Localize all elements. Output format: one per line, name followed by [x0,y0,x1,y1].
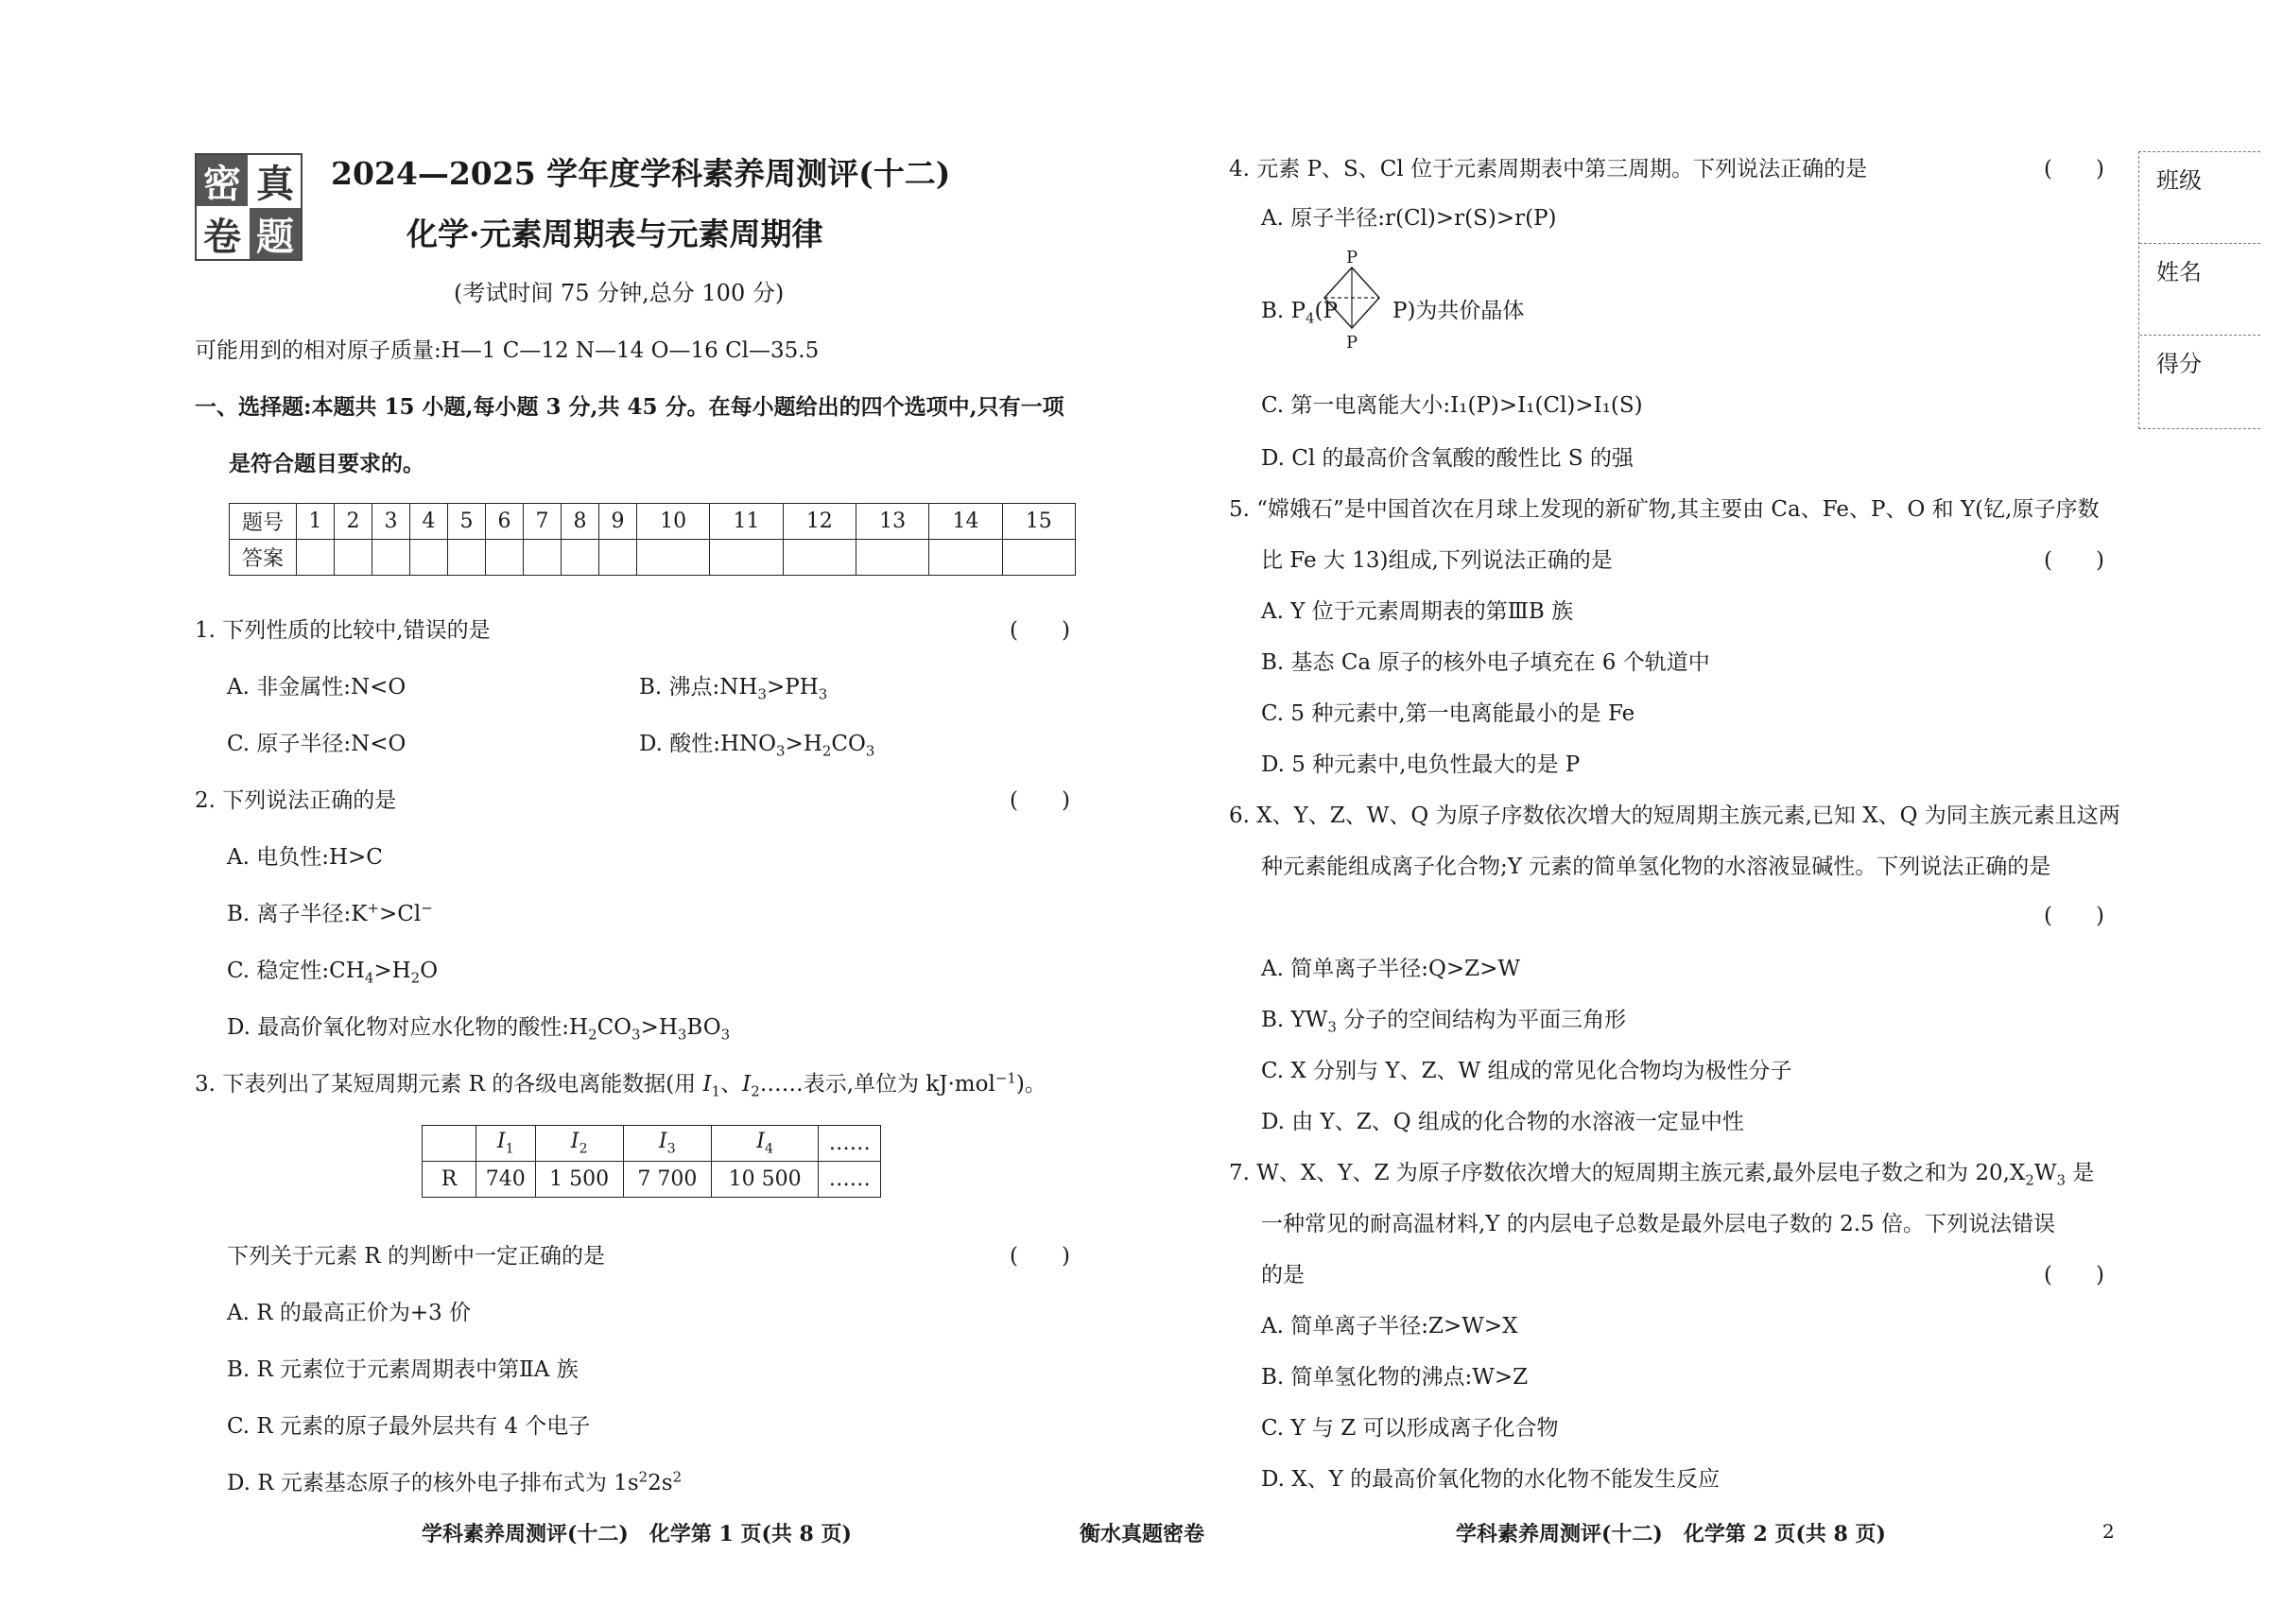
answer-cell[interactable] [1002,540,1075,576]
q7-stem-cont2: 的是 [1261,1263,1305,1287]
q3-sub-stem: 下列关于元素 R 的判断中一定正确的是 [227,1244,605,1269]
answer-table-header: 答案 [230,540,297,576]
logo-char: 卷 [203,214,241,259]
q5-stem: 5. “嫦娥石”是中国首次在月球上发现的新矿物,其主要由 Ca、Fe、P、O 和 Y(钇,原子序数 [1229,497,2100,522]
footer-center: 衡水真题密卷 [1080,1522,1205,1546]
q7-stem-cont: 一种常见的耐高温材料,Y 的内层电子总数是最外层电子数的 2.5 倍。下列说法错误 [1261,1212,2056,1236]
answer-cell[interactable] [524,540,562,576]
answer-cell[interactable] [783,540,856,576]
q3-stem: 3. 下表列出了某短周期元素 R 的各级电离能数据(用 $I_1$、$I_2\dots\dots$表示,单位为 kJ·mol$^{-1}$)。 [195,1069,1046,1100]
question-number: 7 [524,504,562,540]
table-cell: 740 [476,1162,536,1198]
q5-option-a: A. Y 位于元素周期表的第ⅢB 族 [1261,599,1574,624]
q1-answer-paren[interactable]: ( ) [1010,618,1070,643]
ionization-table [422,1125,881,1198]
question-number: 10 [637,504,710,540]
footer-right: 学科素养周测评(十二) 化学第 2 页(共 8 页) [1456,1522,1886,1546]
q1-option-b: B. 沸点$:NH_3>PH_3$ [639,675,828,703]
table-header: $I_4$ [711,1126,819,1162]
q3-option-a: A. R 的最高正价为+3 价 [227,1301,472,1325]
q7-stem: 7. W、X、Y、Z 为原子序数依次增大的短周期主族元素,最外层电子数之和为 $20,X_2W_3$ 是 [1229,1161,2095,1189]
student-info-box [2138,151,2260,429]
table-cell: 10 500 [711,1162,819,1198]
q3-option-b: B. R 元素位于元素周期表中第ⅡA 族 [227,1357,579,1382]
answer-table [229,503,1076,576]
question-number: 15 [1002,504,1075,540]
q5-option-c: C. 5 种元素中,第一电离能最小的是 Fe [1261,701,1635,726]
table-header: $I_1$ [476,1126,536,1162]
q7-option-b: B. 简单氢化物的沸点:W>Z [1261,1365,1529,1390]
answer-cell[interactable] [372,540,410,576]
q5-stem-cont: 比 Fe 大 13)组成,下列说法正确的是 [1261,548,1613,573]
score-field[interactable] [2139,336,2260,427]
q5-answer-paren[interactable]: ( ) [2044,548,2104,573]
class-field[interactable] [2139,152,2260,244]
table-cell: 1 500 [535,1162,623,1198]
q3-option-c: C. R 元素的原子最外层共有 4 个电子 [227,1414,591,1439]
q6-stem-cont: 种元素能组成离子化合物;Y 元素的简单氢化物的水溶液显碱性。下列说法正确的是 [1261,855,2051,879]
q6-option-c: C. X 分别与 Y、Z、W 组成的常见化合物均为极性分子 [1261,1059,1792,1083]
exam-info: (考试时间 75 分钟,总分 100 分) [454,280,785,306]
answer-cell[interactable] [335,540,372,576]
q2-option-b: B. 离子半径:K+>Cl− [227,899,433,926]
q1-option-c: C. 原子半径:N<O [227,732,406,756]
q2-answer-paren[interactable]: ( ) [1010,788,1070,813]
table-cell: 7 700 [623,1162,711,1198]
logo [195,153,303,261]
q4-option-d: D. Cl 的最高价含氧酸的酸性比 S 的强 [1261,446,1634,471]
question-number: 13 [856,504,928,540]
section-heading: 一、选择题:本题共 15 小题,每小题 3 分,共 45 分。在每小题给出的四个选项中,只有一项 [195,394,1064,420]
q5-option-b: B. 基态 Ca 原子的核外电子填充在 6 个轨道中 [1261,650,1710,675]
question-number: 3 [372,504,410,540]
answer-table-header: 题号 [230,504,297,540]
question-number: 6 [486,504,524,540]
q4-option-c: C. 第一电离能大小:I₁(P)>I₁(Cl)>I₁(S) [1261,393,1643,418]
q3-option-d: D. R 元素基态原子的核外电子排布式为 $1s^22s^2$ [227,1468,683,1495]
answer-cell[interactable] [562,540,599,576]
q6-option-d: D. 由 Y、Z、Q 组成的化合物的水溶液一定显中性 [1261,1110,1744,1134]
class-label: 班级 [2156,167,2202,194]
answer-cell[interactable] [856,540,928,576]
q4-stem: 4. 元素 P、S、Cl 位于元素周期表中第三周期。下列说法正确的是 [1229,157,1868,181]
q5-option-d: D. 5 种元素中,电负性最大的是 P [1261,752,1581,777]
table-cell: …… [819,1162,881,1198]
name-field[interactable] [2139,244,2260,336]
page-title: 2024—2025 学年度学科素养周测评(十二) [331,155,951,192]
question-number: 12 [783,504,856,540]
page-number: 2 [2102,1520,2115,1543]
q6-option-b: B. $YW_3$ 分子的空间结构为平面三角形 [1261,1008,1627,1036]
q7-option-a: A. 简单离子半径:Z>W>X [1261,1314,1518,1339]
q2-option-d: D. 最高价氧化物对应水化物的酸性$:H_2CO_3>H_3BO_3$ [227,1015,731,1044]
score-label: 得分 [2156,351,2202,377]
question-number: 2 [335,504,372,540]
answer-cell[interactable] [448,540,486,576]
logo-char: 真 [256,161,294,206]
logo-char: 密 [197,155,248,206]
answer-cell[interactable] [599,540,637,576]
table-row-label: R [423,1162,476,1198]
question-number: 8 [562,504,599,540]
q1-stem: 1. 下列性质的比较中,错误的是 [195,618,491,643]
answer-cell[interactable] [637,540,710,576]
section-heading-cont: 是符合题目要求的。 [229,451,424,476]
table-header: $I_3$ [623,1126,711,1162]
q4-answer-paren[interactable]: ( ) [2044,157,2104,181]
question-number: 5 [448,504,486,540]
q7-option-c: C. Y 与 Z 可以形成离子化合物 [1261,1416,1559,1441]
question-number: 4 [410,504,448,540]
q2-stem: 2. 下列说法正确的是 [195,788,397,813]
q6-answer-paren[interactable]: ( ) [2044,904,2104,928]
answer-cell[interactable] [410,540,448,576]
question-number: 1 [297,504,335,540]
answer-cell[interactable] [297,540,335,576]
p4-tetrahedron-diagram [1319,260,1385,336]
question-number: 9 [599,504,637,540]
q1-option-a: A. 非金属性:N<O [227,675,406,700]
p4-top-label: P [1346,248,1358,268]
q6-option-a: A. 简单离子半径:Q>Z>W [1261,957,1521,981]
q7-option-d: D. X、Y 的最高价氧化物的水化物不能发生反应 [1261,1467,1721,1492]
name-label: 姓名 [2156,259,2202,285]
table-header: …… [819,1126,881,1162]
logo-char: 题 [250,208,301,259]
q2-option-c: C. 稳定性$:CH_4>H_2O$ [227,959,439,987]
answer-cell[interactable] [486,540,524,576]
question-number: 14 [929,504,1002,540]
q7-answer-paren[interactable]: ( ) [2044,1263,2104,1287]
q2-option-a: A. 电负性:H>C [227,845,383,870]
q6-stem: 6. X、Y、Z、W、Q 为原子序数依次增大的短周期主族元素,已知 X、Q 为同主族元素且这两 [1229,803,2120,828]
page-subtitle: 化学·元素周期表与元素周期律 [406,216,823,252]
q4-option-b: B. $P_4(P$ P)为共价晶体 [1261,299,1525,327]
q1-option-d: D. 酸性$:HNO_3>H_2CO_3$ [639,732,875,760]
q3-answer-paren[interactable]: ( ) [1010,1244,1070,1269]
question-number: 11 [710,504,783,540]
atomic-mass: 可能用到的相对原子质量:H—1 C—12 N—14 O—16 Cl—35.5 [195,338,820,363]
q4-option-a: A. 原子半径:r(Cl)>r(S)>r(P) [1261,206,1557,231]
p4-bottom-label: P [1346,333,1358,353]
answer-cell[interactable] [929,540,1002,576]
footer-left: 学科素养周测评(十二) 化学第 1 页(共 8 页) [422,1522,852,1546]
table-header: $I_2$ [535,1126,623,1162]
answer-cell[interactable] [710,540,783,576]
